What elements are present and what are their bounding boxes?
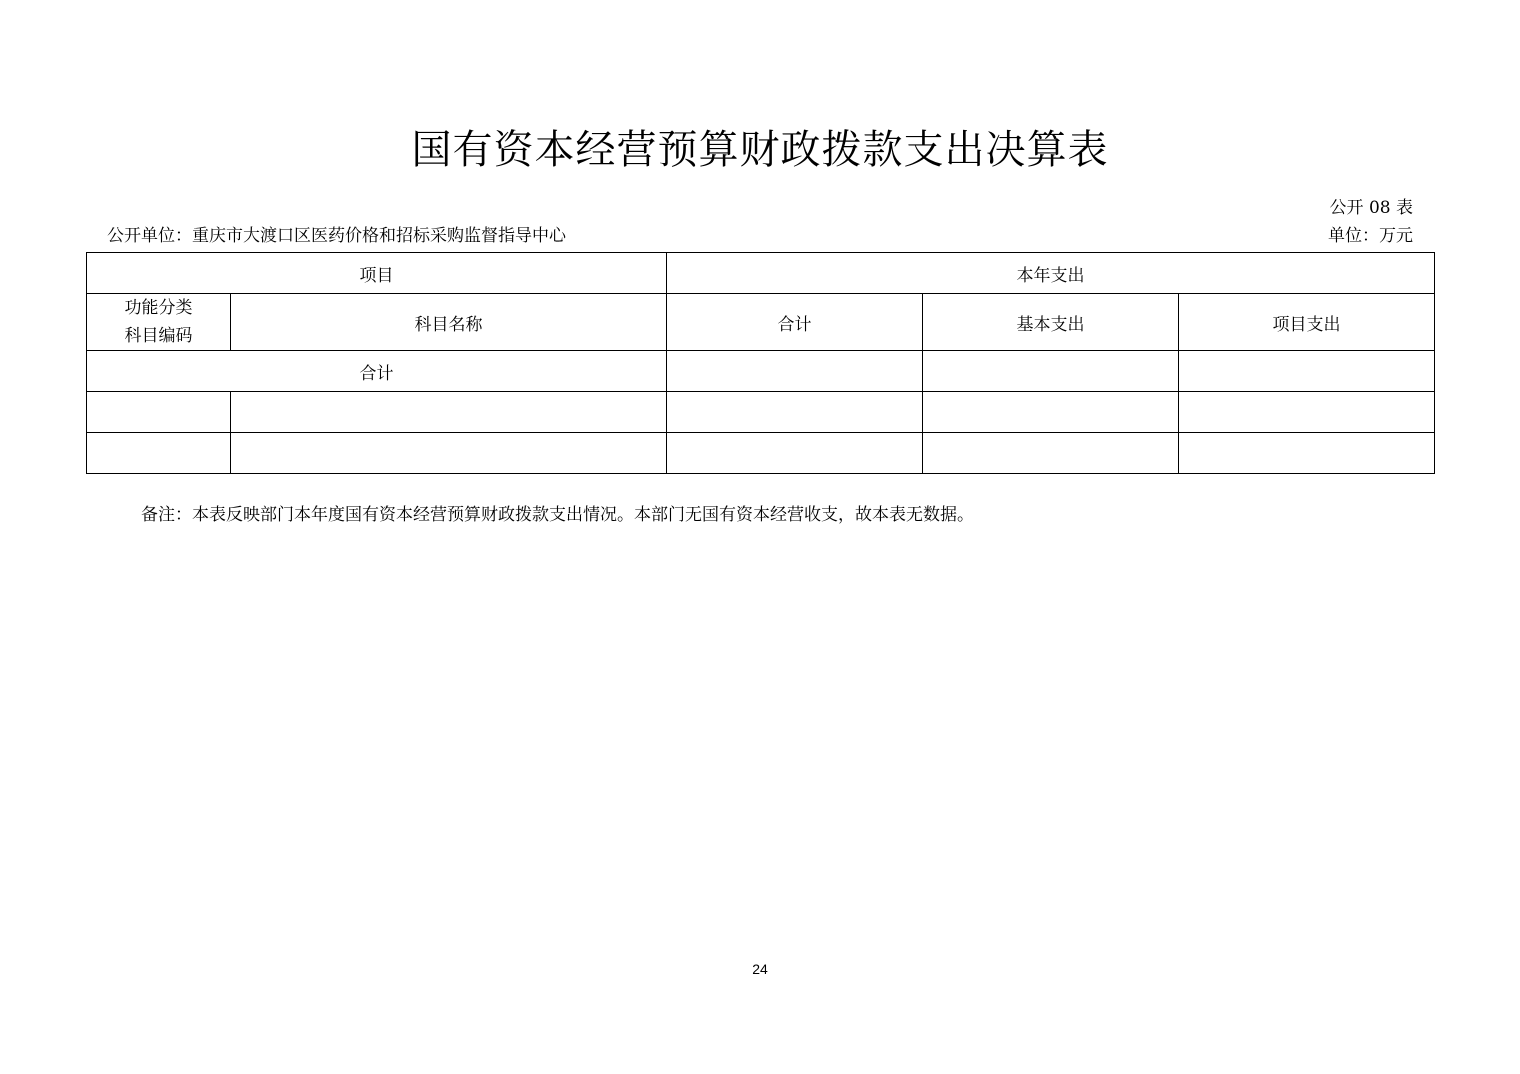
table-row [87,433,1435,474]
reporting-organization: 公开单位：重庆市大渡口区医药价格和招标采购监督指导中心 [107,226,566,246]
header-total: 合计 [667,294,923,351]
table-header-row-2 [87,294,1435,351]
page-number: 24 [752,961,768,977]
row-total [667,392,923,433]
total-row-total [667,351,923,392]
row-project [1179,392,1435,433]
table-note: 备注：本表反映部门本年度国有资本经营预算财政拨款支出情况。本部门无国有资本经营收支，故本表无数据。 [141,505,974,525]
row-name [231,433,667,474]
currency-unit: 单位：万元 [1328,226,1413,246]
row-total [667,433,923,474]
total-row-label: 合计 [87,351,667,392]
total-row [87,351,1435,392]
expenditure-table [86,252,1435,474]
row-code [87,433,231,474]
table-number: 公开 08 表 [1329,198,1413,218]
total-row-basic [923,351,1179,392]
header-basic-expenditure: 基本支出 [923,294,1179,351]
row-name [231,392,667,433]
row-project [1179,433,1435,474]
header-function-code-line1: 功能分类 [124,298,193,318]
header-current-year-expenditure: 本年支出 [667,253,1435,294]
row-basic [923,433,1179,474]
header-function-code-line2: 科目编码 [124,326,193,346]
header-project: 项目 [87,253,667,294]
total-row-project [1179,351,1435,392]
row-code [87,392,231,433]
table-row [87,392,1435,433]
table-header-row-1 [87,253,1435,294]
header-subject-name: 科目名称 [231,294,667,351]
header-project-expenditure: 项目支出 [1179,294,1435,351]
row-basic [923,392,1179,433]
page-title: 国有资本经营预算财政拨款支出决算表 [411,127,1109,173]
header-function-code [87,294,231,351]
